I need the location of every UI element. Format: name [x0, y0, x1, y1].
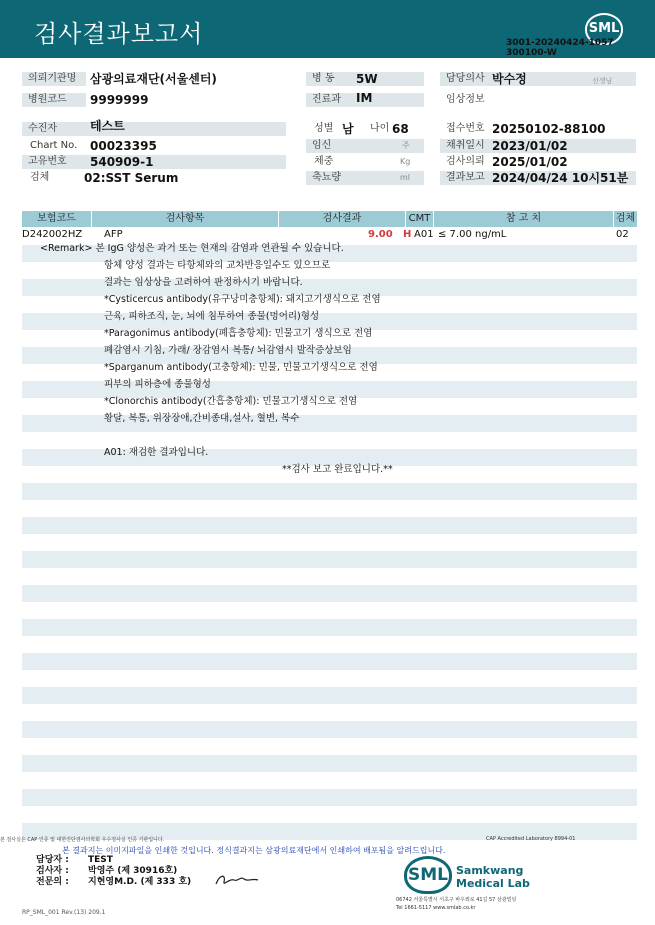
pregnancy-unit: 주	[402, 141, 410, 150]
specialist-label: 전문의 :	[36, 877, 69, 887]
doctor-value: 박수정	[492, 72, 527, 86]
reporter-label: 담당자 :	[36, 855, 69, 865]
result-insurance-code: D242002HZ	[22, 229, 83, 240]
remark-line: *Sparganum antibody(고충항체): 민물, 민물고기생식으로 전염	[104, 362, 378, 373]
specimen-value: 02:SST Serum	[84, 171, 179, 185]
report-time-value: 2024/04/24 10시51분	[492, 171, 629, 185]
examiner-value: 박영주 (제 30916호)	[88, 866, 178, 876]
chart-value: 00023395	[90, 139, 157, 153]
remark-line: <Remark> 본 IgG 양성은 과거 또는 현재의 감염과 연관될 수 있습니다.	[40, 243, 344, 254]
table-row	[22, 619, 637, 636]
request-label: 검사의뢰	[446, 156, 485, 167]
table-row	[22, 585, 637, 602]
ward-value: 5W	[356, 72, 378, 86]
col-specimen: 검체	[615, 213, 636, 224]
remark-line: 근육, 피하조직, 눈, 뇌에 침투하여 종물(멍어리)형성	[104, 311, 320, 322]
reporter-value: TEST	[88, 855, 113, 865]
col-cmt: CMT	[406, 211, 434, 227]
remark-line: 피부의 피하층에 종물형성	[104, 379, 211, 390]
remark-line: 황달, 복통, 위장장애,간비종대,설사, 혈변, 복수	[104, 413, 300, 424]
collect-label: 채취일시	[440, 139, 636, 153]
col-test-item: 검사항목	[92, 211, 279, 227]
remark-line: *Cysticercus antibody(유구낭미충항체): 돼지고기생식으로 전염	[104, 294, 381, 305]
chart-label: Chart No.	[30, 140, 78, 151]
table-row	[22, 653, 637, 670]
age-value: 68	[392, 122, 409, 136]
remark-line: A01: 재검한 결과입니다.	[104, 447, 209, 458]
institution-value: 삼광의료재단(서울센터)	[90, 72, 217, 86]
brand-name-line1: Samkwang	[456, 864, 524, 877]
age-label: 나이	[370, 123, 390, 134]
request-value: 2025/01/02	[492, 155, 568, 169]
specimen-label: 검체	[30, 172, 50, 183]
doctor-label: 담당의사	[440, 72, 636, 86]
brand-address: 06742 서울특별시 서초구 바우뫼로 41길 57 삼광빌딩	[396, 897, 517, 903]
hospital-code-label: 병원코드	[22, 93, 86, 107]
collect-value: 2023/01/02	[492, 139, 568, 153]
brand-name-line2: Medical Lab	[456, 877, 530, 890]
weight-label: 체중	[314, 156, 334, 167]
image-notice: 본 결과지는 이미지파일을 인쇄한 것입니다. 정식결과지는 삼광의료재단에서 인쇄하여 배포됨을 알려드립니다.	[62, 846, 446, 855]
table-row	[22, 517, 637, 534]
clinical-info-label: 임상정보	[446, 94, 485, 105]
report-title: 검사결과보고서	[34, 20, 204, 48]
result-specimen: 02	[616, 229, 629, 240]
patient-value: 테스트	[90, 119, 125, 133]
report-sub-id: 300100-W	[506, 48, 557, 58]
report-time-label: 결과보고	[440, 171, 636, 185]
accreditation-fine-print: 본 검사실은 CAP 인증 및 대한진단검사의학회 우수검사실 인증 기관입니다.	[0, 837, 165, 843]
dept-value: IM	[356, 91, 373, 105]
report-id: 3001-20240424-1057	[506, 38, 614, 48]
result-test-item: AFP	[104, 229, 123, 240]
cap-accreditation: CAP Accredited Laboratory 8994-01	[486, 836, 576, 842]
pregnancy-label: 임신	[306, 139, 424, 153]
table-row	[22, 687, 637, 704]
brand-contact: Tel 1661-5117 www.smlab.co.kr	[396, 905, 476, 911]
sex-value: 남	[342, 122, 354, 136]
urine-unit: ml	[400, 173, 411, 182]
table-row	[22, 789, 637, 806]
urine-label: 축뇨량	[306, 171, 424, 185]
table-row	[22, 483, 637, 500]
table-row	[22, 721, 637, 738]
hospital-code-value: 9999999	[90, 93, 149, 107]
col-reference: 참 고 치	[434, 211, 614, 227]
unique-number-label: 고유번호	[22, 155, 286, 169]
table-row	[22, 755, 637, 772]
receipt-value: 20250102-88100	[492, 122, 606, 136]
remark-line: 결과는 임상상을 고려하여 판정하시기 바랍니다.	[104, 277, 303, 288]
col-insurance-code: 보험코드	[22, 211, 92, 227]
result-flag: H	[403, 229, 412, 240]
remark-line: *Clonorchis antibody(간흡충항체): 민물고기생식으로 전염	[104, 396, 358, 407]
results-table-header	[22, 211, 637, 227]
patient-label: 수진자	[22, 122, 286, 136]
unique-number-value: 540909-1	[90, 155, 154, 169]
sml-brand-logo-icon: SML	[404, 856, 452, 894]
table-row	[22, 551, 637, 568]
dept-label: 진료과	[306, 93, 424, 107]
examiner-label: 검사자 :	[36, 866, 69, 876]
remark-line: *Paragonimus antibody(폐흡충항체): 민물고기 생식으로 전염	[104, 328, 373, 339]
signature-icon	[214, 870, 260, 888]
institution-label: 의뢰기관명	[22, 72, 86, 86]
report-complete-text: **검사 보고 완료입니다.**	[282, 464, 393, 475]
document-id: RP_SML_001 Rev.(13) 209.1	[22, 909, 106, 916]
col-result: 검사결과	[279, 211, 406, 227]
receipt-label: 접수번호	[446, 123, 485, 134]
sml-logo-icon: SML	[585, 13, 623, 45]
doctor-suffix: 선생님	[592, 77, 613, 85]
remark-line: 항체 양성 결과는 타항체와의 교차반응일수도 있으므로	[104, 260, 331, 271]
specialist-value: 지현영M.D. (제 333 호)	[88, 877, 192, 887]
result-value: 9.00	[368, 229, 393, 240]
remark-line: 폐감염시 기침, 가래/ 장감염시 복통/ 뇌감염시 발작증상보임	[104, 345, 352, 356]
sex-label: 성별	[314, 123, 334, 134]
result-reference: ≤ 7.00 ng/mL	[438, 229, 507, 240]
result-cmt: A01	[414, 229, 434, 240]
weight-unit: Kg	[400, 157, 411, 166]
ward-label: 병 동	[306, 72, 424, 86]
